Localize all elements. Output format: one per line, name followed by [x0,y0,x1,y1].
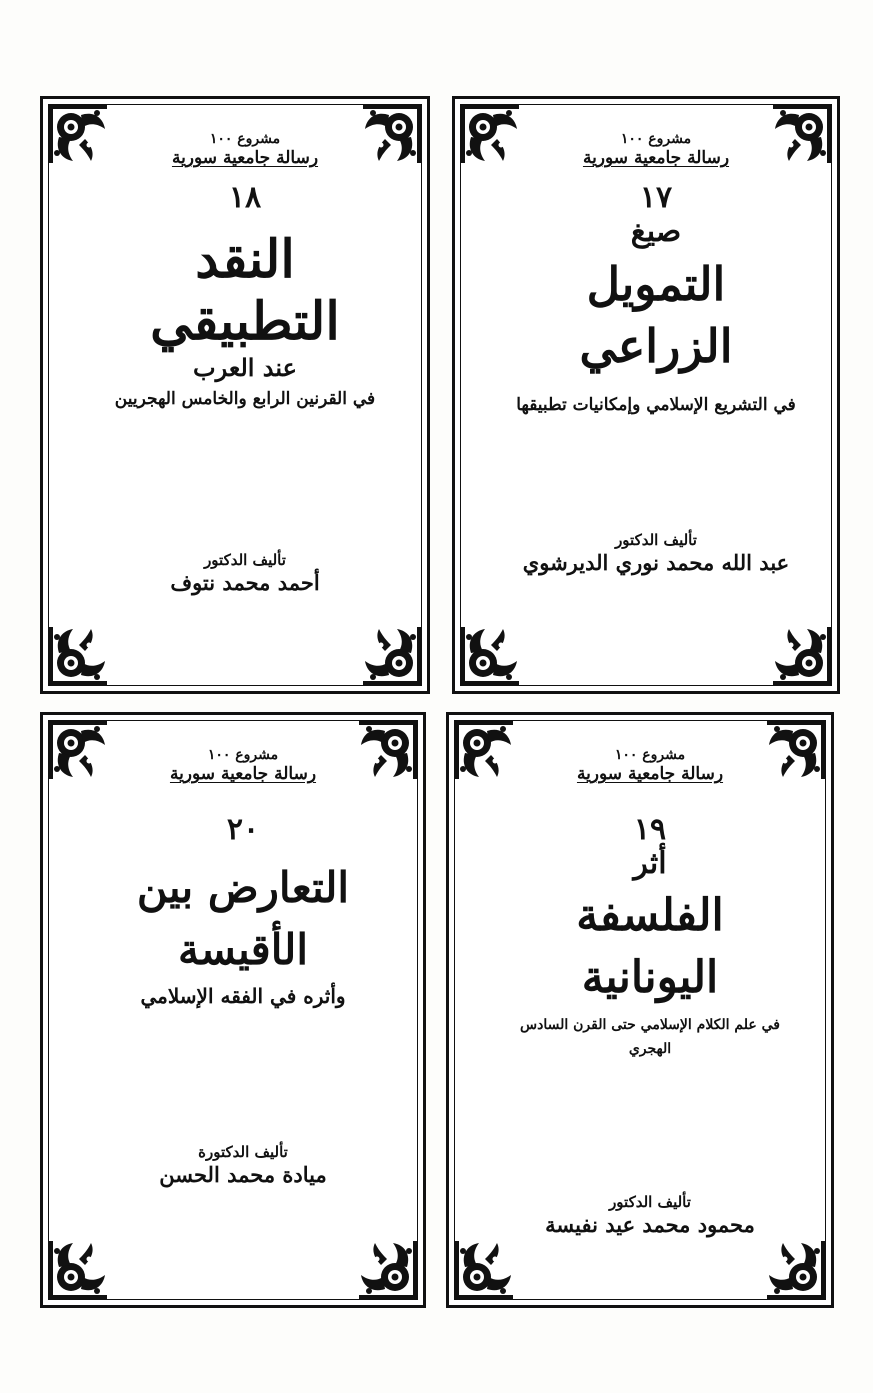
book-title: التمويل الزراعي [579,257,733,373]
volume-number: ٢٠ [226,812,260,847]
book-subtitle: في علم الكلام الإسلامي حتى القرن السادس الهجري [520,1017,780,1057]
book-title: التعارض بين الأقيسة [136,863,350,974]
book-subtitle: وأثره في الفقه الإسلامي [140,984,346,1008]
corner-ornament-icon [457,101,523,167]
book-card-19 [446,712,834,1308]
author-block [515,531,797,577]
series-header [103,131,387,169]
series-project: مشروع ١٠٠ [207,747,279,763]
book-subtitle: في التشريع الإسلامي وإمكانيات تطبيقها [516,395,796,415]
series-project: مشروع ١٠٠ [614,747,686,763]
author-block [103,551,387,597]
series-name: رسالة جامعية سورية [171,148,319,168]
author-name: ميادة محمد الحسن [159,1162,327,1187]
author-name: أحمد محمد نتوف [170,570,320,595]
series-project: مشروع ١٠٠ [620,131,692,147]
book-card-20 [40,712,426,1308]
book-title: الفلسفة اليونانية [576,890,724,1003]
book-card-18 [40,96,430,694]
author-label: تأليف الدكتور [615,531,697,549]
author-name: محمود محمد عيد نفيسة [545,1212,755,1237]
series-header [103,747,383,785]
series-name: رسالة جامعية سورية [582,148,730,168]
series-header [515,131,797,169]
author-label: تأليف الدكتورة [198,1143,288,1161]
book-title-prefix: أثر [633,846,667,881]
series-project: مشروع ١٠٠ [209,131,281,147]
author-label: تأليف الدكتور [609,1193,691,1211]
book-subtitle: عند العرب [193,353,297,382]
corner-ornament-icon [45,717,111,783]
corner-ornament-icon [45,623,111,689]
series-name: رسالة جامعية سورية [169,764,317,784]
volume-number: ١٧ [639,180,673,215]
series-header [509,747,791,785]
author-name: عبد الله محمد نوري الديرشوي [522,550,790,575]
series-name: رسالة جامعية سورية [576,764,724,784]
corner-ornament-icon [451,1237,517,1303]
author-block [103,1143,383,1189]
volume-number: ١٨ [228,180,262,215]
author-block [509,1193,791,1239]
author-label: تأليف الدكتور [204,551,286,569]
corner-ornament-icon [45,1237,111,1303]
book-title-prefix: صيغ [630,214,682,249]
book-title: النقد التطبيقي [150,229,340,352]
corner-ornament-icon [45,101,111,167]
book-card-17 [452,96,840,694]
corner-ornament-icon [457,623,523,689]
corner-ornament-icon [451,717,517,783]
volume-number: ١٩ [633,812,667,847]
book-subtitle-secondary: في القرنين الرابع والخامس الهجريين [114,389,376,409]
